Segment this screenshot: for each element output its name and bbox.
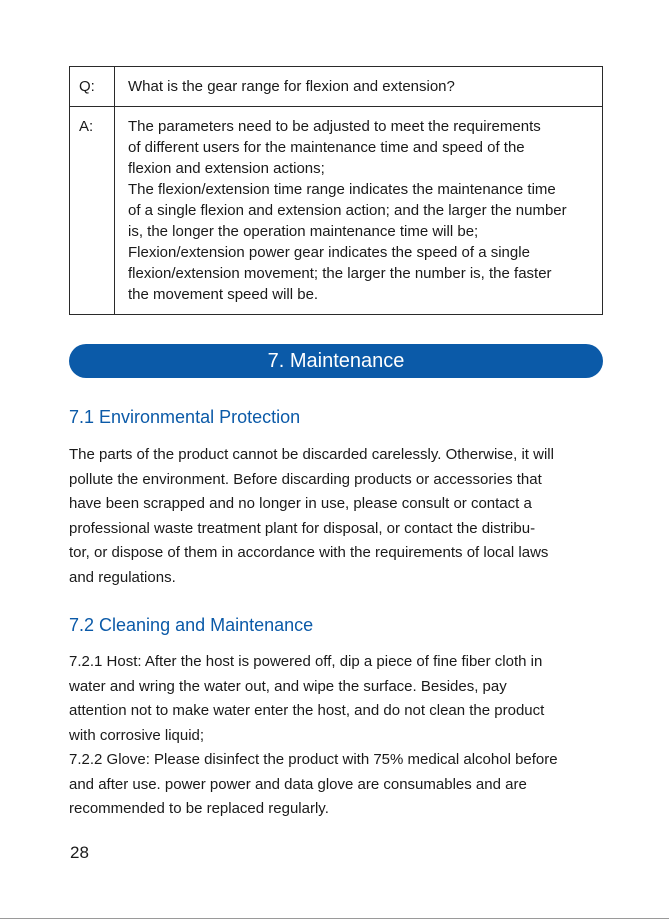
paragraph-line: professional waste treatment plant for disposal, or contact the distribu-: [69, 519, 536, 537]
answer-label: A:: [70, 107, 115, 315]
paragraph-line: pollute the environment. Before discarding products or accessories that: [69, 470, 542, 488]
bottom-divider: [0, 918, 669, 919]
answer-line: is, the longer the operation maintenance time will be;: [128, 223, 479, 240]
cleaning-heading: 7.2 Cleaning and Maintenance: [69, 615, 314, 635]
answer-line: flexion/extension movement; the larger the number is, the faster: [128, 265, 552, 282]
answer-line: Flexion/extension power gear indicates the speed of a single: [128, 244, 530, 261]
paragraph-line: and after use. power power and data glove are consumables and are: [69, 775, 527, 793]
paragraph-line: have been scrapped and no longer in use, please consult or contact a: [69, 495, 532, 512]
paragraph-line: water and wring the water out, and wipe the surface. Besides, pay: [69, 677, 507, 695]
env-protection-paragraph: [69, 443, 609, 590]
section-title-banner: 7. Maintenance: [69, 344, 603, 378]
cleaning-paragraph: [69, 650, 609, 822]
answer-text: [115, 107, 603, 315]
answer-line: of a single flexion and extension action; and the larger the number: [128, 202, 567, 219]
paragraph-line: The parts of the product cannot be discarded carelessly. Otherwise, it will: [69, 446, 554, 463]
paragraph-line: with corrosive liquid;: [69, 726, 205, 744]
question-text: What is the gear range for flexion and extension?: [115, 67, 603, 107]
paragraph-line: and regulations.: [69, 568, 176, 586]
paragraph-line: recommended to be replaced regularly.: [69, 800, 329, 817]
paragraph-line: 7.2.2 Glove: Please disinfect the product with 75% medical alcohol before: [69, 751, 558, 768]
faq-table: [69, 66, 603, 315]
paragraph-line: attention not to make water enter the host, and do not clean the product: [69, 702, 545, 719]
answer-line: the movement speed will be.: [128, 286, 319, 303]
answer-line: flexion and extension actions;: [128, 160, 325, 177]
paragraph-line: tor, or dispose of them in accordance with the requirements of local laws: [69, 544, 549, 561]
answer-line: The flexion/extension time range indicates the maintenance time: [128, 181, 556, 198]
faq-answer-row: [70, 107, 603, 315]
question-label: Q:: [70, 67, 115, 107]
paragraph-line: 7.2.1 Host: After the host is powered off, dip a piece of fine fiber cloth in: [69, 653, 543, 670]
page-number: 28: [70, 843, 89, 862]
faq-question-row: [70, 67, 603, 107]
answer-line: The parameters need to be adjusted to meet the requirements: [128, 118, 541, 135]
answer-line: of different users for the maintenance time and speed of the: [128, 139, 525, 156]
env-protection-heading: 7.1 Environmental Protection: [69, 407, 301, 427]
